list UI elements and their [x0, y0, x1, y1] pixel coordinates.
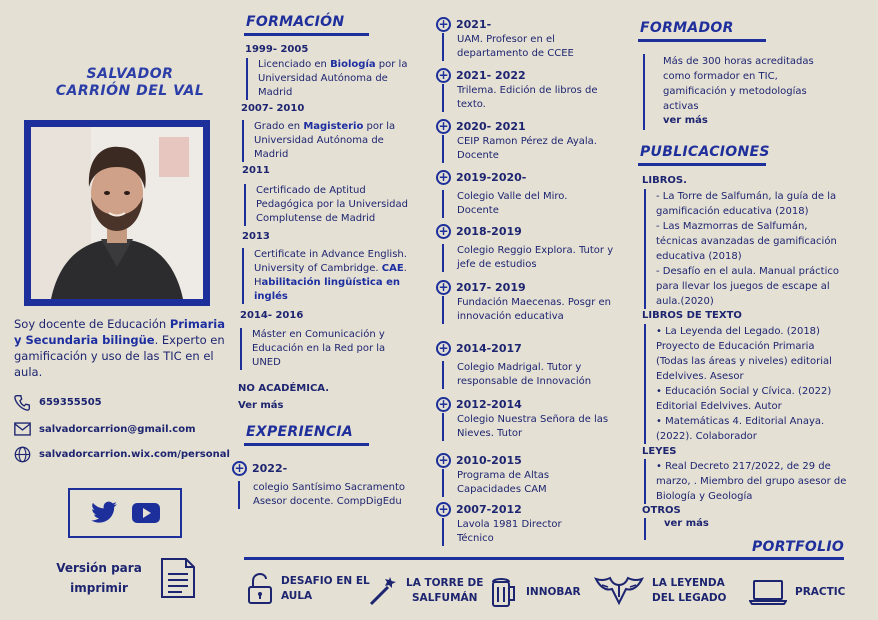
bio-text: Soy docente de Educación Primaria y Secundaria bilingüe. Experto en gamificación y uso de las TIC en el aula. — [14, 317, 225, 379]
youtube-icon[interactable] — [132, 502, 160, 524]
name-line-1: SALVADOR — [86, 66, 174, 82]
timeline-item[interactable]: + 2021- 2022 Trilema. Edición de libros de texto. — [436, 66, 626, 112]
formacion-year: 1999- 2005 — [245, 44, 309, 55]
formacion-entry: Certificate in Advance English. University of Cambridge. CAE. Habilitación lingüística en inglés — [242, 248, 426, 304]
formacion-year: 2014- 2016 — [240, 310, 304, 321]
leyes-label: LEYES — [642, 446, 677, 457]
timeline-item[interactable]: + 2010-2015 Programa de Altas Capacidades CAM — [436, 451, 626, 497]
phone-contact[interactable] — [14, 392, 234, 412]
expand-plus-icon[interactable]: + — [436, 453, 451, 468]
email-address: salvadorcarrion@gmail.com — [39, 423, 196, 435]
publicaciones-title: PUBLICACIONES — [640, 144, 770, 160]
leyes-block: • Real Decreto 217/2022, de 29 de marzo, . Miembro del grupo asesor de Biología y Geología — [644, 459, 849, 504]
timeline-item[interactable]: + 2017- 2019 Fundación Maecenas. Posgr en innovación educativa — [436, 278, 626, 324]
phone-number: 659355505 — [39, 396, 102, 408]
formacion-year: 2013 — [242, 231, 270, 242]
portfolio-title: PORTFOLIO — [752, 539, 845, 555]
twitter-icon[interactable] — [90, 501, 118, 525]
document-icon[interactable] — [160, 557, 196, 599]
no-academica-label: NO ACADÉMICA. — [238, 383, 330, 394]
timeline-item[interactable]: + 2019-2020- Colegio Valle del Miro. Docente — [436, 168, 626, 218]
experiencia-title: EXPERIENCIA — [246, 424, 354, 440]
wand-icon — [368, 575, 398, 607]
winged-emblem-icon — [594, 573, 644, 609]
formador-rule — [638, 39, 766, 42]
expand-plus-icon[interactable]: + — [436, 224, 451, 239]
formacion-entry: Certificado de Aptitud Pedagógica por la Universidad Complutense de Madrid — [244, 184, 426, 226]
expand-plus-icon[interactable]: + — [232, 461, 247, 476]
mail-icon — [14, 422, 31, 436]
formacion-ver-mas-link[interactable]: Ver más — [238, 400, 284, 411]
portfolio-item-desafio[interactable]: DESAFIO EN EL AULA — [247, 573, 370, 605]
otros-label: OTROS — [642, 505, 681, 516]
portfolio-rule — [244, 557, 844, 560]
print-version-link[interactable]: Versión para imprimir — [56, 561, 142, 595]
expand-plus-icon[interactable]: + — [436, 502, 451, 517]
formacion-year: 2007- 2010 — [241, 103, 305, 114]
publicaciones-ver-mas-link[interactable]: ver más — [664, 518, 709, 529]
beer-mug-icon — [490, 576, 518, 608]
timeline-item[interactable]: + 2020- 2021 CEIP Ramon Pérez de Ayala. Docente — [436, 117, 626, 163]
timeline-item[interactable]: + 2007-2012 Lavola 1981 Director Técnico — [436, 500, 626, 546]
expand-plus-icon[interactable]: + — [436, 17, 451, 32]
formacion-rule — [244, 33, 369, 36]
phone-icon — [14, 394, 31, 411]
name-line-2: CARRIÓN DEL VAL — [55, 83, 205, 99]
formacion-title: FORMACIÓN — [246, 14, 345, 30]
formador-ver-mas-link[interactable]: ver más — [663, 115, 708, 126]
profile-photo — [24, 120, 210, 306]
expand-plus-icon[interactable]: + — [436, 341, 451, 356]
portfolio-item-practic[interactable]: PRACTIC — [749, 579, 845, 605]
libros-texto-block: • La Leyenda del Legado. (2018) Proyecto de Educación Primaria (Todas las áreas y niveles) editorial Edelvives. Asesor • Educación Social y Cívica. (2022) Editorial Edelvives. Autor • Matemáticas 4. Editorial Anaya. (2022). Colaborador — [644, 324, 849, 444]
expand-plus-icon[interactable]: + — [436, 397, 451, 412]
website-contact[interactable] — [14, 444, 234, 464]
libros-block: - La Torre de Salfumán, la guía de la gamificación educativa (2018) - Las Mazmorras de Salfumán, técnicas avanzadas de gamificación educativa (2018) - Desafío en el aula. Manual práctico para llevar los juegos de escape al aula.(2020) — [644, 189, 849, 309]
website-url: salvadorcarrion.wix.com/personal — [39, 448, 230, 460]
libros-texto-label: LIBROS DE TEXTO — [642, 310, 742, 321]
expand-plus-icon[interactable]: + — [436, 170, 451, 185]
globe-icon — [14, 446, 31, 463]
expand-plus-icon[interactable]: + — [436, 68, 451, 83]
timeline-item[interactable]: + 2014-2017 Colegio Madrigal. Tutor y responsable de Innovación — [436, 339, 626, 389]
otros-block — [644, 518, 764, 540]
email-contact[interactable] — [14, 419, 234, 439]
laptop-icon — [749, 579, 787, 605]
portrait-image — [31, 127, 203, 299]
portfolio-item-torre[interactable]: LA TORRE DE SALFUMÁN — [368, 575, 483, 607]
portfolio-item-innobar[interactable]: INNOBAR — [490, 576, 581, 608]
social-links — [68, 488, 182, 538]
experiencia-item[interactable]: + 2022- colegio Santísimo Sacramento Asesor docente. CompDigEdu — [232, 459, 422, 509]
portfolio-item-leyenda[interactable]: LA LEYENDA DEL LEGADO — [594, 573, 726, 609]
lock-icon — [247, 573, 273, 605]
profile-name — [30, 66, 230, 100]
publicaciones-rule — [638, 163, 766, 166]
timeline-item[interactable]: + 2018-2019 Colegio Reggio Explora. Tutor y jefe de estudios — [436, 222, 626, 272]
formador-title: FORMADOR — [640, 20, 734, 36]
formador-block: Más de 300 horas acreditadas como formador en TIC, gamificación y metodologías activas ver más — [643, 54, 833, 130]
formacion-entry: Grado en Magisterio por la Universidad Autónoma de Madrid — [242, 120, 414, 162]
experiencia-rule — [244, 443, 369, 446]
formacion-entry: Máster en Comunicación y Educación en la Red por la UNED — [240, 328, 416, 370]
timeline-item[interactable]: + 2012-2014 Colegio Nuestra Señora de las Nieves. Tutor — [436, 395, 626, 441]
timeline-item[interactable]: + 2021- UAM. Profesor en el departamento de CCEE — [436, 15, 626, 61]
expand-plus-icon[interactable]: + — [436, 119, 451, 134]
libros-label: LIBROS. — [642, 175, 687, 186]
formacion-year: 2011 — [242, 165, 270, 176]
expand-plus-icon[interactable]: + — [436, 280, 451, 295]
formacion-entry: Licenciado en Biología por la Universidad Autónoma de Madrid — [246, 58, 418, 100]
